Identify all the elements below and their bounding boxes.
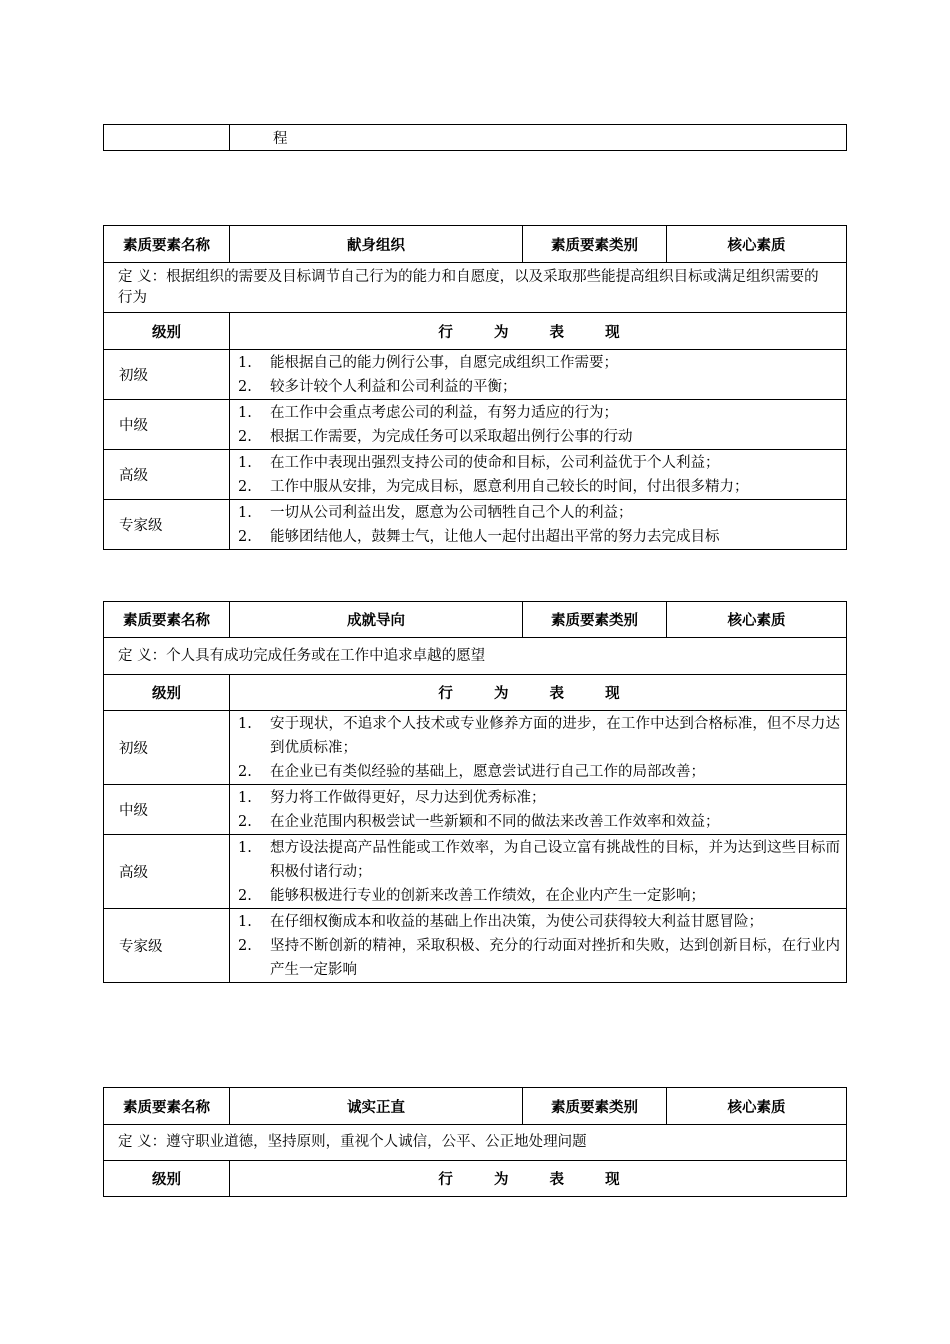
behavior-item: 1. 能根据自己的能力例行公事，自愿完成组织工作需要； (238, 355, 618, 371)
name-label: 素质要素名称 (104, 602, 230, 638)
behavior-cell (230, 350, 847, 400)
definition: 定 义：遵守职业道德，坚持原则，重视个人诚信，公平、公正地处理问题 (104, 1125, 847, 1161)
level-cell: 专家级 (104, 500, 230, 550)
level-header: 级别 (104, 675, 230, 711)
behavior-item: 2. 较多计较个人利益和公司利益的平衡； (238, 379, 517, 395)
behavior-header: 行 为 表 现 (230, 1161, 847, 1197)
fragment-text: 程 (230, 125, 847, 151)
behavior-item: 2. 能够团结他人，鼓舞士气，让他人一起付出超出平常的努力去完成目标 (238, 529, 720, 545)
definition: 定 义：个人具有成功完成任务或在工作中追求卓越的愿望 (104, 638, 847, 675)
behavior-item: 1. 在仔细权衡成本和收益的基础上作出决策，为使公司获得较大利益甘愿冒险； (238, 914, 763, 930)
name-label: 素质要素名称 (104, 1088, 230, 1125)
level-cell: 初级 (104, 711, 230, 785)
category-label: 素质要素类别 (523, 226, 667, 263)
level-cell: 初级 (104, 350, 230, 400)
behavior-item: 2. 在企业已有类似经验的基础上，愿意尝试进行自己工作的局部改善； (238, 764, 705, 780)
category-value: 核心素质 (667, 1088, 847, 1125)
name-label: 素质要素名称 (104, 226, 230, 263)
behavior-item: 1. 安于现状，不追求个人技术或专业修养方面的进步，在工作中达到合格标准，但不尽力达到优质标准； (238, 716, 840, 756)
competency-table-3 (103, 1087, 847, 1197)
behavior-item: 2. 能够积极进行专业的创新来改善工作绩效，在企业内产生一定影响； (238, 888, 705, 904)
behavior-cell (230, 835, 847, 909)
behavior-item: 2. 工作中服从安排，为完成目标，愿意利用自己较长的时间，付出很多精力； (238, 479, 749, 495)
category-label: 素质要素类别 (523, 602, 667, 638)
category-label: 素质要素类别 (523, 1088, 667, 1125)
behavior-item: 1. 在工作中会重点考虑公司的利益，有努力适应的行为； (238, 405, 618, 421)
behavior-cell (230, 785, 847, 835)
level-cell: 中级 (104, 400, 230, 450)
competency-name: 献身组织 (230, 226, 523, 263)
fragment-empty-cell (104, 125, 230, 151)
level-header: 级别 (104, 1161, 230, 1197)
behavior-item: 1. 想方设法提高产品性能或工作效率，为自己设立富有挑战性的目标，并为达到这些目标而积极付诸行动； (238, 840, 840, 880)
level-cell: 专家级 (104, 909, 230, 983)
behavior-cell (230, 400, 847, 450)
category-value: 核心素质 (667, 226, 847, 263)
behavior-item: 1. 努力将工作做得更好，尽力达到优秀标准； (238, 790, 546, 806)
competency-table-2 (103, 601, 847, 983)
competency-name: 诚实正直 (230, 1088, 523, 1125)
definition: 定 义：根据组织的需要及目标调节自己行为的能力和自愿度，以及采取那些能提高组织目标或满足组织需要的行为 (104, 263, 847, 313)
behavior-item: 2. 在企业范围内积极尝试一些新颖和不同的做法来改善工作效率和效益； (238, 814, 720, 830)
behavior-header: 行 为 表 现 (230, 313, 847, 350)
behavior-header: 行 为 表 现 (230, 675, 847, 711)
level-header: 级别 (104, 313, 230, 350)
level-cell: 高级 (104, 835, 230, 909)
behavior-cell (230, 450, 847, 500)
competency-name: 成就导向 (230, 602, 523, 638)
behavior-cell (230, 909, 847, 983)
level-cell: 高级 (104, 450, 230, 500)
continued-table-fragment (103, 124, 847, 151)
behavior-cell (230, 711, 847, 785)
behavior-cell (230, 500, 847, 550)
behavior-item: 1. 一切从公司利益出发，愿意为公司牺牲自己个人的利益； (238, 505, 633, 521)
competency-table-1 (103, 225, 847, 550)
behavior-item: 1. 在工作中表现出强烈支持公司的使命和目标，公司利益优于个人利益； (238, 455, 720, 471)
behavior-item: 2. 坚持不断创新的精神，采取积极、充分的行动面对挫折和失败，达到创新目标，在行业内产生一定影响 (238, 938, 840, 978)
behavior-item: 2. 根据工作需要，为完成任务可以采取超出例行公事的行动 (238, 429, 633, 445)
level-cell: 中级 (104, 785, 230, 835)
category-value: 核心素质 (667, 602, 847, 638)
